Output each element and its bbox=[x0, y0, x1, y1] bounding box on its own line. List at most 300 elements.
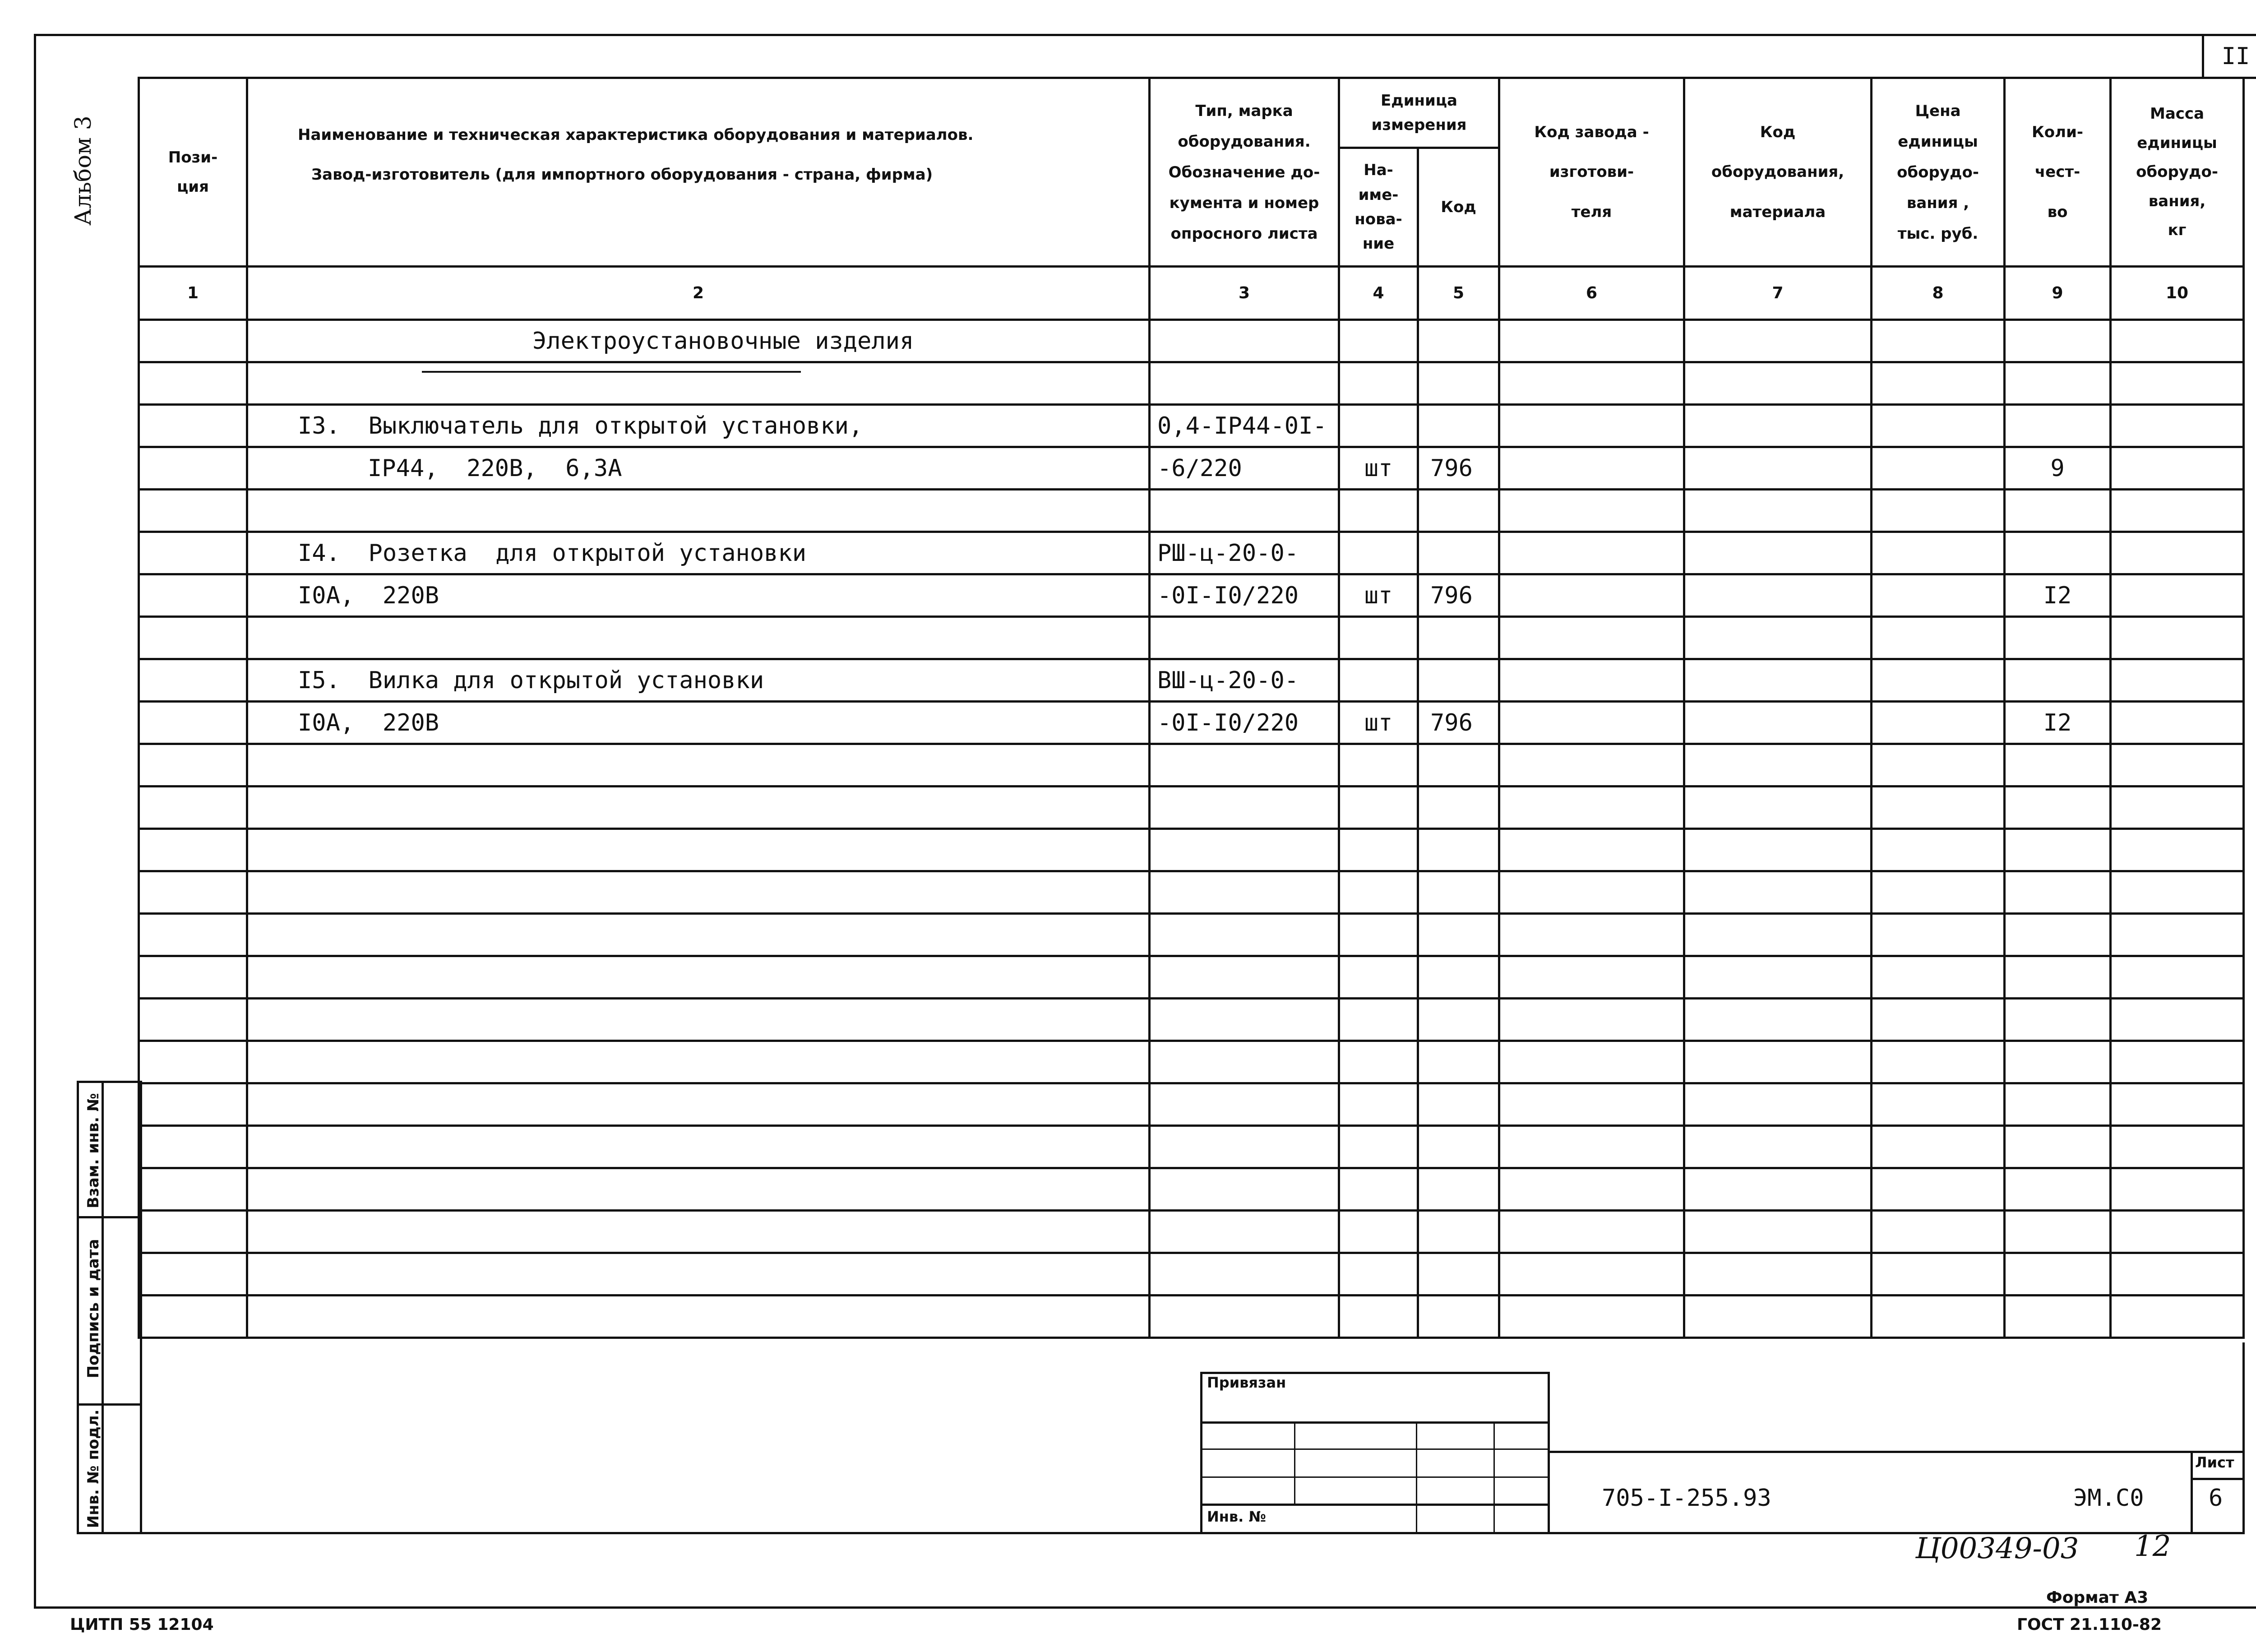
cell-price bbox=[1872, 1041, 2005, 1083]
cell-equipment-code bbox=[1684, 702, 1872, 744]
stamp-vline bbox=[1493, 1421, 1495, 1534]
cell-equipment-code bbox=[1684, 914, 1872, 956]
cell-code bbox=[1418, 744, 1499, 787]
cell-price bbox=[1872, 447, 2005, 490]
cell-quantity bbox=[2005, 744, 2111, 787]
cell-mass bbox=[2111, 532, 2244, 574]
cell-mass bbox=[2111, 447, 2244, 490]
col-number: 1 bbox=[139, 267, 247, 320]
cell-mass bbox=[2111, 702, 2244, 744]
table-row bbox=[139, 956, 2244, 999]
table-row bbox=[139, 787, 2244, 829]
cell-unit bbox=[1339, 744, 1418, 787]
cell-name: I0А, 220В bbox=[247, 702, 1150, 744]
section-underline bbox=[422, 371, 801, 373]
cell-unit bbox=[1339, 1168, 1418, 1211]
cell-plant-code bbox=[1499, 787, 1684, 829]
cell-mass bbox=[2111, 999, 2244, 1041]
cell-type bbox=[1150, 744, 1339, 787]
cell-code bbox=[1418, 617, 1499, 659]
cell-mass bbox=[2111, 617, 2244, 659]
cell-unit bbox=[1339, 320, 1418, 362]
cell-price bbox=[1872, 362, 2005, 405]
header-unit-code: Код bbox=[1418, 148, 1499, 267]
cell-type bbox=[1150, 1253, 1339, 1296]
cell-price bbox=[1872, 320, 2005, 362]
cell-position bbox=[139, 956, 247, 999]
header-unit-group: Единица измерения bbox=[1339, 78, 1499, 148]
cell-position bbox=[139, 914, 247, 956]
cell-equipment-code bbox=[1684, 1083, 1872, 1126]
col-number: 5 bbox=[1418, 267, 1499, 320]
table-row bbox=[139, 999, 2244, 1041]
cell-code bbox=[1418, 532, 1499, 574]
cell-price bbox=[1872, 659, 2005, 702]
cell-code bbox=[1418, 1296, 1499, 1338]
cell-position bbox=[139, 702, 247, 744]
cell-code bbox=[1418, 659, 1499, 702]
table-row bbox=[139, 574, 2244, 617]
cell-mass bbox=[2111, 574, 2244, 617]
cell-type: ВШ-ц-20-0- bbox=[1150, 659, 1339, 702]
cell-type: -0I-I0/220 bbox=[1150, 702, 1339, 744]
cell-name bbox=[247, 490, 1150, 532]
cell-code bbox=[1418, 787, 1499, 829]
col-number: 8 bbox=[1872, 267, 2005, 320]
cell-position bbox=[139, 1211, 247, 1253]
cell-quantity bbox=[2005, 1211, 2111, 1253]
cell-name bbox=[247, 999, 1150, 1041]
cell-name: I0А, 220В bbox=[247, 574, 1150, 617]
cell-type bbox=[1150, 1083, 1339, 1126]
cell-type bbox=[1150, 1211, 1339, 1253]
cell-code: 796 bbox=[1418, 574, 1499, 617]
cell-quantity bbox=[2005, 1296, 2111, 1338]
cell-plant-code bbox=[1499, 362, 1684, 405]
stamp-line bbox=[1200, 1421, 1550, 1424]
cell-unit bbox=[1339, 787, 1418, 829]
cell-price bbox=[1872, 405, 2005, 447]
header-row bbox=[139, 78, 2244, 148]
stamp-line bbox=[1200, 1448, 1550, 1450]
cell-code bbox=[1418, 999, 1499, 1041]
header-unit-name: На- име- нова- ние bbox=[1339, 148, 1418, 267]
header-name: Наименование и техническая характеристика оборудования и материалов. Завод-изготовитель (для импортного оборудования - страна, фирма) bbox=[247, 78, 1150, 267]
corner-sheet-number: II bbox=[2221, 43, 2250, 70]
cell-code: 796 bbox=[1418, 447, 1499, 490]
cell-position bbox=[139, 659, 247, 702]
header-price: Цена единицы оборудо- вания , тыс. руб. bbox=[1872, 78, 2005, 267]
cell-name bbox=[247, 871, 1150, 914]
cell-type: -0I-I0/220 bbox=[1150, 574, 1339, 617]
privyazan-label: Привязан bbox=[1207, 1374, 1286, 1391]
cell-equipment-code bbox=[1684, 320, 1872, 362]
cell-name bbox=[247, 914, 1150, 956]
col-number: 4 bbox=[1339, 267, 1418, 320]
cell-price bbox=[1872, 829, 2005, 871]
specification-table bbox=[138, 77, 2245, 1339]
cell-name bbox=[247, 1211, 1150, 1253]
cell-price bbox=[1872, 744, 2005, 787]
table-row bbox=[139, 1041, 2244, 1083]
cell-quantity bbox=[2005, 490, 2111, 532]
cell-equipment-code bbox=[1684, 1126, 1872, 1168]
cell-position bbox=[139, 447, 247, 490]
table-row bbox=[139, 1296, 2244, 1338]
table-row bbox=[139, 532, 2244, 574]
cell-position bbox=[139, 1126, 247, 1168]
cell-equipment-code bbox=[1684, 405, 1872, 447]
cell-name: I3. Выключатель для открытой установки, bbox=[247, 405, 1150, 447]
cell-mass bbox=[2111, 405, 2244, 447]
cell-quantity bbox=[2005, 829, 2111, 871]
table-row bbox=[139, 829, 2244, 871]
cell-position bbox=[139, 617, 247, 659]
cell-equipment-code bbox=[1684, 871, 1872, 914]
col-number: 3 bbox=[1150, 267, 1339, 320]
cell-plant-code bbox=[1499, 871, 1684, 914]
cell-plant-code bbox=[1499, 1296, 1684, 1338]
inv-no-label: Инв. № bbox=[1207, 1508, 1266, 1525]
cell-price bbox=[1872, 532, 2005, 574]
header-plant-code: Код завода - изготови- теля bbox=[1499, 78, 1684, 267]
cell-position bbox=[139, 1168, 247, 1211]
cell-code bbox=[1418, 1083, 1499, 1126]
cell-equipment-code bbox=[1684, 999, 1872, 1041]
cell-mass bbox=[2111, 914, 2244, 956]
cell-price bbox=[1872, 1296, 2005, 1338]
cell-mass bbox=[2111, 871, 2244, 914]
cell-position bbox=[139, 999, 247, 1041]
cell-code bbox=[1418, 1041, 1499, 1083]
table-row bbox=[139, 1253, 2244, 1296]
col-number: 7 bbox=[1684, 267, 1872, 320]
cell-unit bbox=[1339, 1041, 1418, 1083]
cell-mass bbox=[2111, 320, 2244, 362]
cell-type bbox=[1150, 914, 1339, 956]
cell-price bbox=[1872, 490, 2005, 532]
table-row bbox=[139, 617, 2244, 659]
cell-quantity bbox=[2005, 362, 2111, 405]
cell-equipment-code bbox=[1684, 1253, 1872, 1296]
cell-price bbox=[1872, 1253, 2005, 1296]
cell-plant-code bbox=[1499, 659, 1684, 702]
cell-price bbox=[1872, 871, 2005, 914]
cell-price bbox=[1872, 1126, 2005, 1168]
cell-code bbox=[1418, 871, 1499, 914]
cell-name bbox=[247, 362, 1150, 405]
cell-unit: шт bbox=[1339, 447, 1418, 490]
cell-quantity: 9 bbox=[2005, 447, 2111, 490]
col-number: 6 bbox=[1499, 267, 1684, 320]
cell-price bbox=[1872, 617, 2005, 659]
cell-type bbox=[1150, 1168, 1339, 1211]
sheet-box-line bbox=[2191, 1478, 2245, 1480]
cell-plant-code bbox=[1499, 1211, 1684, 1253]
column-number-row bbox=[139, 267, 2244, 320]
cell-mass bbox=[2111, 1168, 2244, 1211]
table-row bbox=[139, 1126, 2244, 1168]
cell-equipment-code bbox=[1684, 362, 1872, 405]
header-quantity: Коли- чест- во bbox=[2005, 78, 2111, 267]
cell-plant-code bbox=[1499, 1253, 1684, 1296]
cell-mass bbox=[2111, 1253, 2244, 1296]
table-row bbox=[139, 490, 2244, 532]
table-row bbox=[139, 447, 2244, 490]
header-equipment-code: Код оборудования, материала bbox=[1684, 78, 1872, 267]
cell-position bbox=[139, 1253, 247, 1296]
cell-name bbox=[247, 1168, 1150, 1211]
cell-position bbox=[139, 829, 247, 871]
cell-type bbox=[1150, 490, 1339, 532]
stamp-line bbox=[1200, 1476, 1550, 1478]
cell-plant-code bbox=[1499, 405, 1684, 447]
table-row bbox=[139, 914, 2244, 956]
stamp-line bbox=[1200, 1504, 1550, 1506]
cell-position bbox=[139, 1296, 247, 1338]
cell-unit bbox=[1339, 490, 1418, 532]
doc-mark: ЭМ.С0 bbox=[2073, 1485, 2144, 1512]
cell-quantity bbox=[2005, 787, 2111, 829]
table-row bbox=[139, 1168, 2244, 1211]
table-row bbox=[139, 871, 2244, 914]
cell-mass bbox=[2111, 1083, 2244, 1126]
cell-type: 0,4-IP44-0I- bbox=[1150, 405, 1339, 447]
cell-name bbox=[247, 744, 1150, 787]
header-position: Пози- ция bbox=[139, 78, 247, 267]
cell-plant-code bbox=[1499, 829, 1684, 871]
cell-unit bbox=[1339, 362, 1418, 405]
cell-position bbox=[139, 490, 247, 532]
cell-equipment-code bbox=[1684, 787, 1872, 829]
cell-quantity: I2 bbox=[2005, 574, 2111, 617]
col-number: 9 bbox=[2005, 267, 2111, 320]
cell-plant-code bbox=[1499, 956, 1684, 999]
format-label: Формат А3 bbox=[2046, 1588, 2149, 1607]
cell-plant-code bbox=[1499, 447, 1684, 490]
cell-unit bbox=[1339, 999, 1418, 1041]
cell-price bbox=[1872, 574, 2005, 617]
cell-unit bbox=[1339, 532, 1418, 574]
cell-unit bbox=[1339, 1126, 1418, 1168]
cell-price bbox=[1872, 787, 2005, 829]
cell-name bbox=[247, 1296, 1150, 1338]
cell-name bbox=[247, 829, 1150, 871]
cell-mass bbox=[2111, 1126, 2244, 1168]
cell-unit bbox=[1339, 1296, 1418, 1338]
cell-name bbox=[247, 956, 1150, 999]
cell-type bbox=[1150, 787, 1339, 829]
album-label: Альбом 3 bbox=[70, 116, 96, 226]
bottom-frame bbox=[140, 1342, 2245, 1534]
cell-unit bbox=[1339, 617, 1418, 659]
cell-position bbox=[139, 532, 247, 574]
cell-equipment-code bbox=[1684, 829, 1872, 871]
cell-position bbox=[139, 320, 247, 362]
cell-quantity bbox=[2005, 871, 2111, 914]
cell-code: 796 bbox=[1418, 702, 1499, 744]
cell-type bbox=[1150, 1296, 1339, 1338]
cell-code bbox=[1418, 914, 1499, 956]
doc-code: 705-I-255.93 bbox=[1602, 1485, 1771, 1512]
cell-name: I4. Розетка для открытой установки bbox=[247, 532, 1150, 574]
cell-type bbox=[1150, 1041, 1339, 1083]
cell-quantity bbox=[2005, 617, 2111, 659]
cell-plant-code bbox=[1499, 617, 1684, 659]
cell-position bbox=[139, 871, 247, 914]
cell-mass bbox=[2111, 787, 2244, 829]
cell-quantity bbox=[2005, 1126, 2111, 1168]
cell-unit bbox=[1339, 829, 1418, 871]
table-row bbox=[139, 1211, 2244, 1253]
cell-mass bbox=[2111, 956, 2244, 999]
cell-plant-code bbox=[1499, 532, 1684, 574]
cell-equipment-code bbox=[1684, 1296, 1872, 1338]
doc-code-line bbox=[1550, 1451, 2245, 1453]
cell-quantity bbox=[2005, 659, 2111, 702]
cell-code bbox=[1418, 1211, 1499, 1253]
cell-unit bbox=[1339, 871, 1418, 914]
cell-plant-code bbox=[1499, 1168, 1684, 1211]
cell-code bbox=[1418, 405, 1499, 447]
cell-name bbox=[247, 1083, 1150, 1126]
cell-equipment-code bbox=[1684, 744, 1872, 787]
cell-plant-code bbox=[1499, 914, 1684, 956]
cell-code bbox=[1418, 1126, 1499, 1168]
gost-label: ГОСТ 21.110-82 bbox=[2017, 1615, 2162, 1634]
stamp-vline bbox=[1416, 1421, 1417, 1534]
cell-type bbox=[1150, 999, 1339, 1041]
cell-price bbox=[1872, 1211, 2005, 1253]
cell-position bbox=[139, 1083, 247, 1126]
table-row bbox=[139, 405, 2244, 447]
cell-code bbox=[1418, 320, 1499, 362]
cell-price bbox=[1872, 956, 2005, 999]
cell-type bbox=[1150, 1126, 1339, 1168]
cell-quantity bbox=[2005, 1253, 2111, 1296]
cell-name: Электроустановочные изделия bbox=[247, 320, 1150, 362]
cell-plant-code bbox=[1499, 999, 1684, 1041]
side-label-inv-original: Инв. № подл. bbox=[84, 1409, 102, 1528]
cell-quantity bbox=[2005, 914, 2111, 956]
cell-name: IP44, 220В, 6,3А bbox=[247, 447, 1150, 490]
cell-position bbox=[139, 744, 247, 787]
tsitp-label: ЦИТП 55 12104 bbox=[70, 1615, 214, 1634]
cell-mass bbox=[2111, 1211, 2244, 1253]
sheet-number: 6 bbox=[2209, 1485, 2223, 1512]
cell-quantity bbox=[2005, 1083, 2111, 1126]
cell-name bbox=[247, 1126, 1150, 1168]
cell-equipment-code bbox=[1684, 1211, 1872, 1253]
cell-quantity bbox=[2005, 999, 2111, 1041]
cell-plant-code bbox=[1499, 1041, 1684, 1083]
cell-quantity bbox=[2005, 1041, 2111, 1083]
cell-position bbox=[139, 574, 247, 617]
cell-price bbox=[1872, 702, 2005, 744]
cell-equipment-code bbox=[1684, 1041, 1872, 1083]
cell-price bbox=[1872, 914, 2005, 956]
cell-code bbox=[1418, 829, 1499, 871]
col-number: 2 bbox=[247, 267, 1150, 320]
cell-quantity: I2 bbox=[2005, 702, 2111, 744]
cell-price bbox=[1872, 1083, 2005, 1126]
cell-name bbox=[247, 617, 1150, 659]
cell-unit bbox=[1339, 1253, 1418, 1296]
cell-equipment-code bbox=[1684, 490, 1872, 532]
cell-unit bbox=[1339, 1211, 1418, 1253]
cell-unit bbox=[1339, 956, 1418, 999]
sheet-label: Лист bbox=[2195, 1454, 2234, 1471]
cell-name bbox=[247, 1041, 1150, 1083]
cell-position bbox=[139, 362, 247, 405]
cell-price bbox=[1872, 1168, 2005, 1211]
cell-mass bbox=[2111, 362, 2244, 405]
cell-position bbox=[139, 787, 247, 829]
cell-code bbox=[1418, 362, 1499, 405]
cell-mass bbox=[2111, 744, 2244, 787]
cell-type bbox=[1150, 617, 1339, 659]
cell-type bbox=[1150, 362, 1339, 405]
side-stamp bbox=[77, 1081, 142, 1534]
cell-plant-code bbox=[1499, 702, 1684, 744]
cell-name: I5. Вилка для открытой установки bbox=[247, 659, 1150, 702]
cell-code bbox=[1418, 1253, 1499, 1296]
cell-type: РШ-ц-20-0- bbox=[1150, 532, 1339, 574]
cell-plant-code bbox=[1499, 1126, 1684, 1168]
cell-mass bbox=[2111, 659, 2244, 702]
cell-equipment-code bbox=[1684, 1168, 1872, 1211]
cell-equipment-code bbox=[1684, 532, 1872, 574]
stamp-vline bbox=[1294, 1421, 1295, 1505]
side-label-signature-date: Подпись и дата bbox=[84, 1239, 102, 1379]
cell-mass bbox=[2111, 1296, 2244, 1338]
cell-mass bbox=[2111, 1041, 2244, 1083]
header-mass: Масса единицы оборудо- вания, кг bbox=[2111, 78, 2244, 267]
cell-quantity bbox=[2005, 1168, 2111, 1211]
cell-plant-code bbox=[1499, 320, 1684, 362]
cell-name bbox=[247, 787, 1150, 829]
cell-unit bbox=[1339, 405, 1418, 447]
cell-equipment-code bbox=[1684, 659, 1872, 702]
cell-plant-code bbox=[1499, 1083, 1684, 1126]
cell-quantity bbox=[2005, 405, 2111, 447]
cell-price bbox=[1872, 999, 2005, 1041]
cell-unit: шт bbox=[1339, 574, 1418, 617]
handwritten-code: Ц00349-03 bbox=[1915, 1532, 2079, 1565]
cell-equipment-code bbox=[1684, 956, 1872, 999]
cell-type bbox=[1150, 871, 1339, 914]
cell-equipment-code bbox=[1684, 574, 1872, 617]
table-row bbox=[139, 1083, 2244, 1126]
table-row bbox=[139, 702, 2244, 744]
cell-plant-code bbox=[1499, 744, 1684, 787]
cell-code bbox=[1418, 956, 1499, 999]
col-number: 10 bbox=[2111, 267, 2244, 320]
cell-position bbox=[139, 1041, 247, 1083]
cell-plant-code bbox=[1499, 574, 1684, 617]
header-type: Тип, марка оборудования. Обозначение до- кумента и номер опросного листа bbox=[1150, 78, 1339, 267]
cell-unit bbox=[1339, 1083, 1418, 1126]
cell-code bbox=[1418, 1168, 1499, 1211]
cell-name bbox=[247, 1253, 1150, 1296]
cell-unit: шт bbox=[1339, 702, 1418, 744]
table-row bbox=[139, 320, 2244, 362]
cell-quantity bbox=[2005, 320, 2111, 362]
cell-equipment-code bbox=[1684, 447, 1872, 490]
cell-type: -6/220 bbox=[1150, 447, 1339, 490]
cell-type bbox=[1150, 829, 1339, 871]
cell-quantity bbox=[2005, 532, 2111, 574]
